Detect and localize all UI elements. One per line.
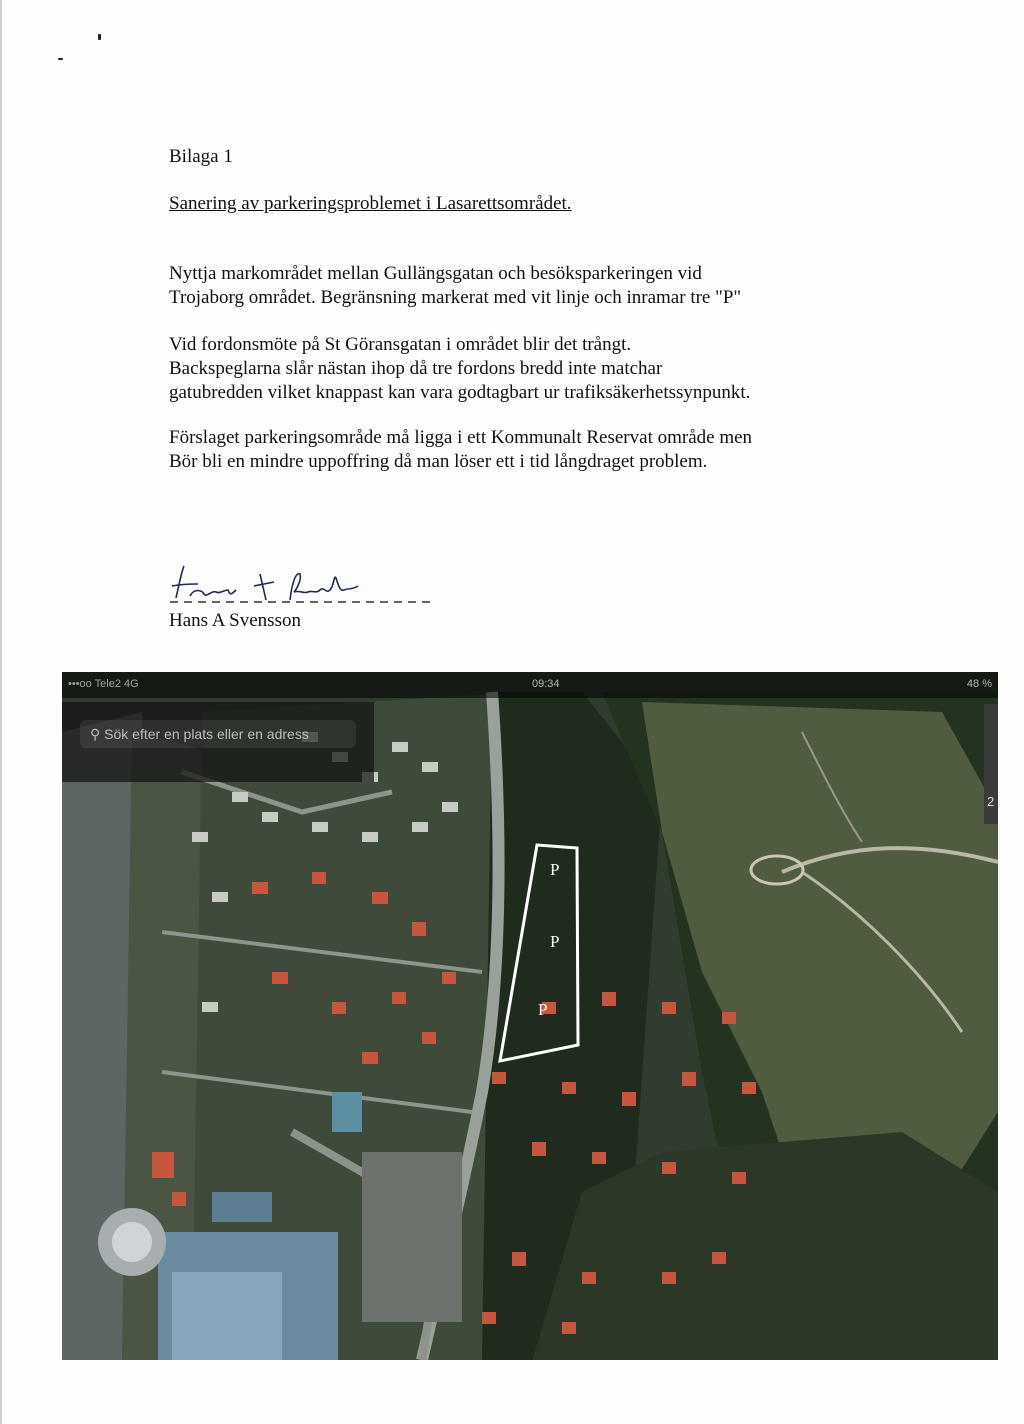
- map-side-controls: [984, 704, 998, 824]
- appendix-heading: Bilaga 1: [169, 146, 233, 167]
- aerial-map-photo: [62, 672, 998, 1360]
- paragraph-proposal: Nyttja markområdet mellan Gullängsgatan och besöksparkeringen vid Trojaborg området. Begränsning markerat med vit linje och inramar tre "P": [169, 263, 742, 308]
- search-placeholder: Sök efter en plats eller en adress: [104, 726, 309, 742]
- parking-label-3: P: [538, 1000, 548, 1019]
- scan-edge: [0, 0, 2, 1424]
- map-search-panel: [62, 702, 374, 782]
- status-clock: 09:34: [532, 678, 560, 690]
- parking-label-1: P: [550, 860, 560, 879]
- map-control-label: 2: [987, 794, 995, 809]
- map-search-input: [80, 720, 356, 748]
- search-icon: ⚲: [90, 726, 105, 742]
- paragraph-traffic: Vid fordonsmöte på St Göransgatan i området blir det trångt. Backspeglarna slår nästan ihop då tre fordons bredd inte matchar gatubredden vilket knappast kan vara godtagbart ur trafiksäkerhetssynpunkt.: [169, 334, 751, 403]
- paragraph-reserve: Förslaget parkeringsområde må ligga i ett Kommunalt Reservat område men Bör bli en mindre uppoffring då man löser ett i tid långdraget problem.: [169, 427, 753, 472]
- phone-status-bar: [62, 672, 998, 698]
- signatory-name: Hans A Svensson: [169, 610, 301, 631]
- battery-level: 48 %: [966, 678, 992, 690]
- scan-speck: [58, 58, 63, 60]
- carrier-label: •••oo Tele2 4G: [68, 678, 139, 690]
- parking-label-2: P: [550, 932, 560, 951]
- scan-speck: [98, 34, 101, 40]
- handwritten-signature: [168, 560, 430, 610]
- document-title: Sanering av parkeringsproblemet i Lasarettsområdet.: [169, 193, 572, 214]
